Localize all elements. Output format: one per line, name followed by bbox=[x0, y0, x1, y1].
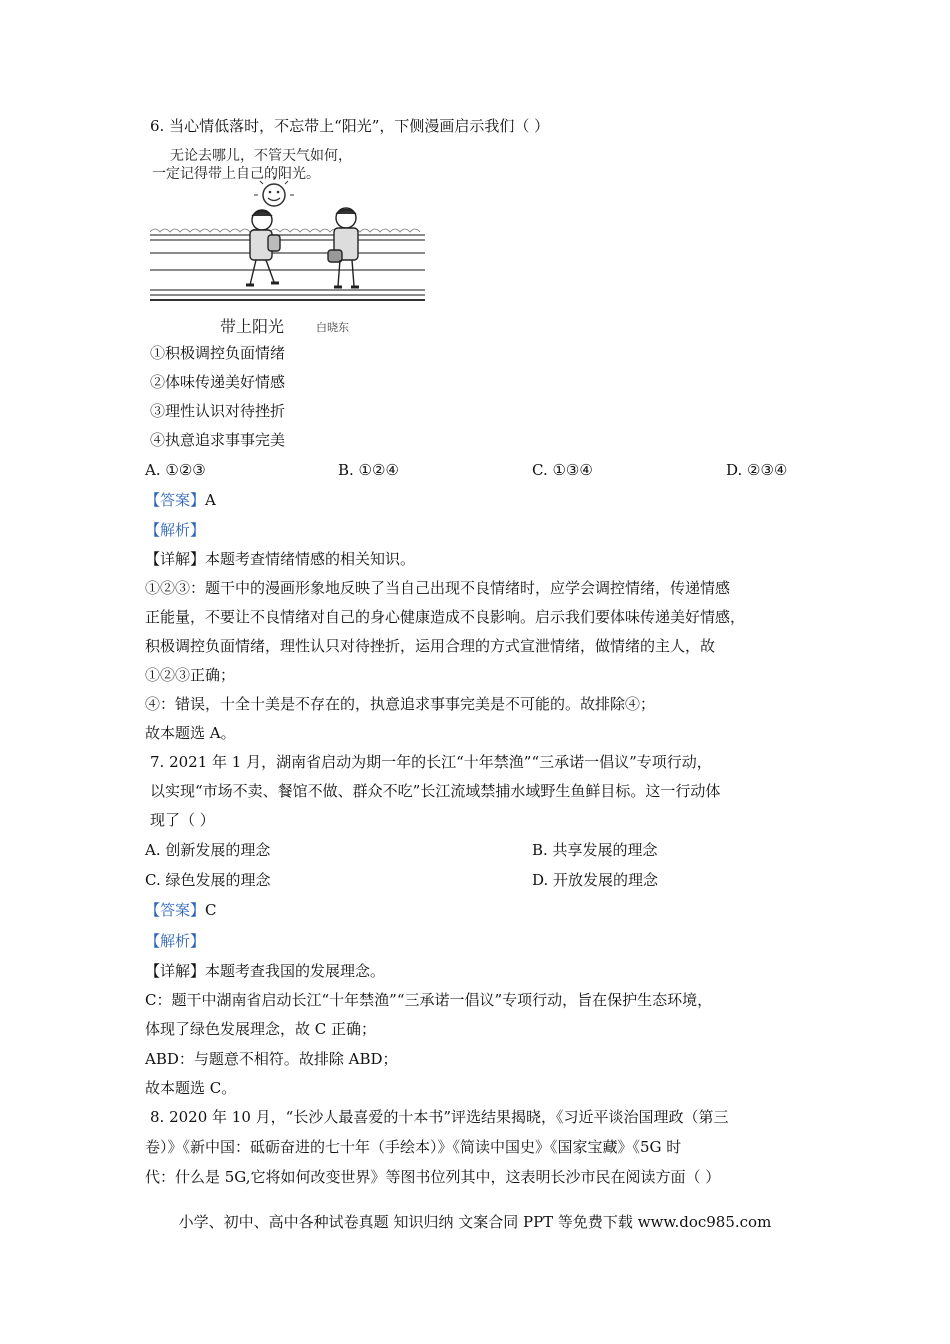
answer-label: 【答案】 bbox=[145, 491, 206, 509]
q6-answer-line bbox=[145, 490, 216, 510]
q7-expl-1: C：题干中湖南省启动长江“十年禁渔”“三承诺一倡议”专项行动，旨在保护生态环境， bbox=[145, 991, 713, 1009]
comic-author: 白晓东 bbox=[316, 321, 349, 334]
boy-figure bbox=[246, 210, 280, 285]
detail-label: 【详解】 bbox=[145, 550, 206, 568]
statement-4: ④执意追求事事完美 bbox=[150, 431, 286, 449]
q7-analysis-label: 【解析】 bbox=[145, 932, 206, 950]
q7-expl-3: ABD：与题意不相符。故排除 ABD； bbox=[145, 1050, 398, 1068]
statement-1: ①积极调控负面情绪 bbox=[150, 344, 286, 362]
q7-option-d: D. 开放发展的理念 bbox=[532, 871, 659, 889]
q6-expl-6: 故本题选 A。 bbox=[145, 724, 236, 742]
q6-expl-5: ④：错误，十全十美是不存在的，执意追求事事完美是不可能的。故排除④； bbox=[145, 695, 656, 713]
q6-detail-line bbox=[145, 549, 415, 569]
q8-stem-3: 代：什么是 5G,它将如何改变世界》等图书位列其中，这表明长沙市民在阅读方面（ ） bbox=[145, 1168, 721, 1186]
q7-option-b: B. 共享发展的理念 bbox=[532, 841, 658, 859]
q7-option-c: C. 绿色发展的理念 bbox=[145, 871, 271, 889]
q6-stem: 6. 当心情低落时，不忘带上“阳光”，下侧漫画启示我们（ ） bbox=[150, 117, 550, 135]
q7-detail-line bbox=[145, 961, 385, 981]
q6-option-a: A. ①②③ bbox=[145, 461, 206, 479]
q7-stem-3: 现了（ ） bbox=[150, 811, 215, 829]
q8-stem-1: 8. 2020 年 10 月，“长沙人最喜爱的十本书”评选结果揭晓，《习近平谈治国理政（第三 bbox=[150, 1108, 729, 1126]
q6-expl-3: 积极调控负面情绪，理性认只对待挫折，运用合理的方式宣泄情绪，做情绪的主人，故 bbox=[145, 637, 716, 655]
q6-analysis-label: 【解析】 bbox=[145, 521, 206, 539]
answer-label: 【答案】 bbox=[145, 901, 206, 919]
comic-caption-2: 一定记得带上自己的阳光。 bbox=[152, 166, 320, 182]
statement-2: ②体味传递美好情感 bbox=[150, 373, 286, 391]
q6-expl-4: ①②③正确； bbox=[145, 666, 236, 684]
q7-stem-1: 7. 2021 年 1 月，湖南省启动为期一年的长江“十年禁渔”“三承诺一倡议”专项行动， bbox=[150, 753, 712, 771]
comic-title: 带上阳光 bbox=[220, 317, 285, 336]
q6-option-b: B. ①②④ bbox=[338, 461, 399, 479]
q7-answer: C bbox=[205, 901, 217, 919]
q6-option-d: D. ②③④ bbox=[726, 461, 788, 479]
comic-image bbox=[150, 140, 430, 340]
q7-answer-line bbox=[145, 900, 217, 920]
q6-answer: A bbox=[205, 491, 216, 509]
q6-expl-1: ①②③：题干中的漫画形象地反映了当自己出现不良情绪时，应学会调控情绪，传递情感 bbox=[145, 579, 731, 597]
railing bbox=[150, 235, 425, 295]
q7-option-a: A. 创新发展的理念 bbox=[145, 841, 271, 859]
q7-stem-2: 以实现“市场不卖、餐馆不做、群众不吃”长江流域禁捕水域野生鱼鲜目标。这一行动体 bbox=[150, 782, 721, 800]
q7-detail: 本题考查我国的发展理念。 bbox=[205, 962, 386, 980]
comic-caption-1: 无论去哪儿，不管天气如何， bbox=[170, 148, 352, 164]
q7-expl-2: 体现了绿色发展理念，故 C 正确； bbox=[145, 1020, 377, 1038]
q6-detail: 本题考查情绪情感的相关知识。 bbox=[205, 550, 416, 568]
q7-expl-4: 故本题选 C。 bbox=[145, 1079, 237, 1097]
statement-3: ③理性认识对待挫折 bbox=[150, 402, 286, 420]
q8-stem-2: 卷）》《新中国：砥砺奋进的七十年（手绘本）》《简读中国史》《国家宝藏》《5G 时 bbox=[145, 1138, 682, 1156]
q6-option-c: C. ①③④ bbox=[532, 461, 593, 479]
detail-label: 【详解】 bbox=[145, 962, 206, 980]
q6-expl-2: 正能量，不要让不良情绪对自己的身心健康造成不良影响。启示我们要体味传递美好情感， bbox=[145, 608, 746, 626]
man-figure bbox=[328, 208, 359, 287]
page-footer: 小学、初中、高中各种试卷真题 知识归纳 文案合同 PPT 等免费下载 www.doc985.com bbox=[178, 1213, 772, 1231]
